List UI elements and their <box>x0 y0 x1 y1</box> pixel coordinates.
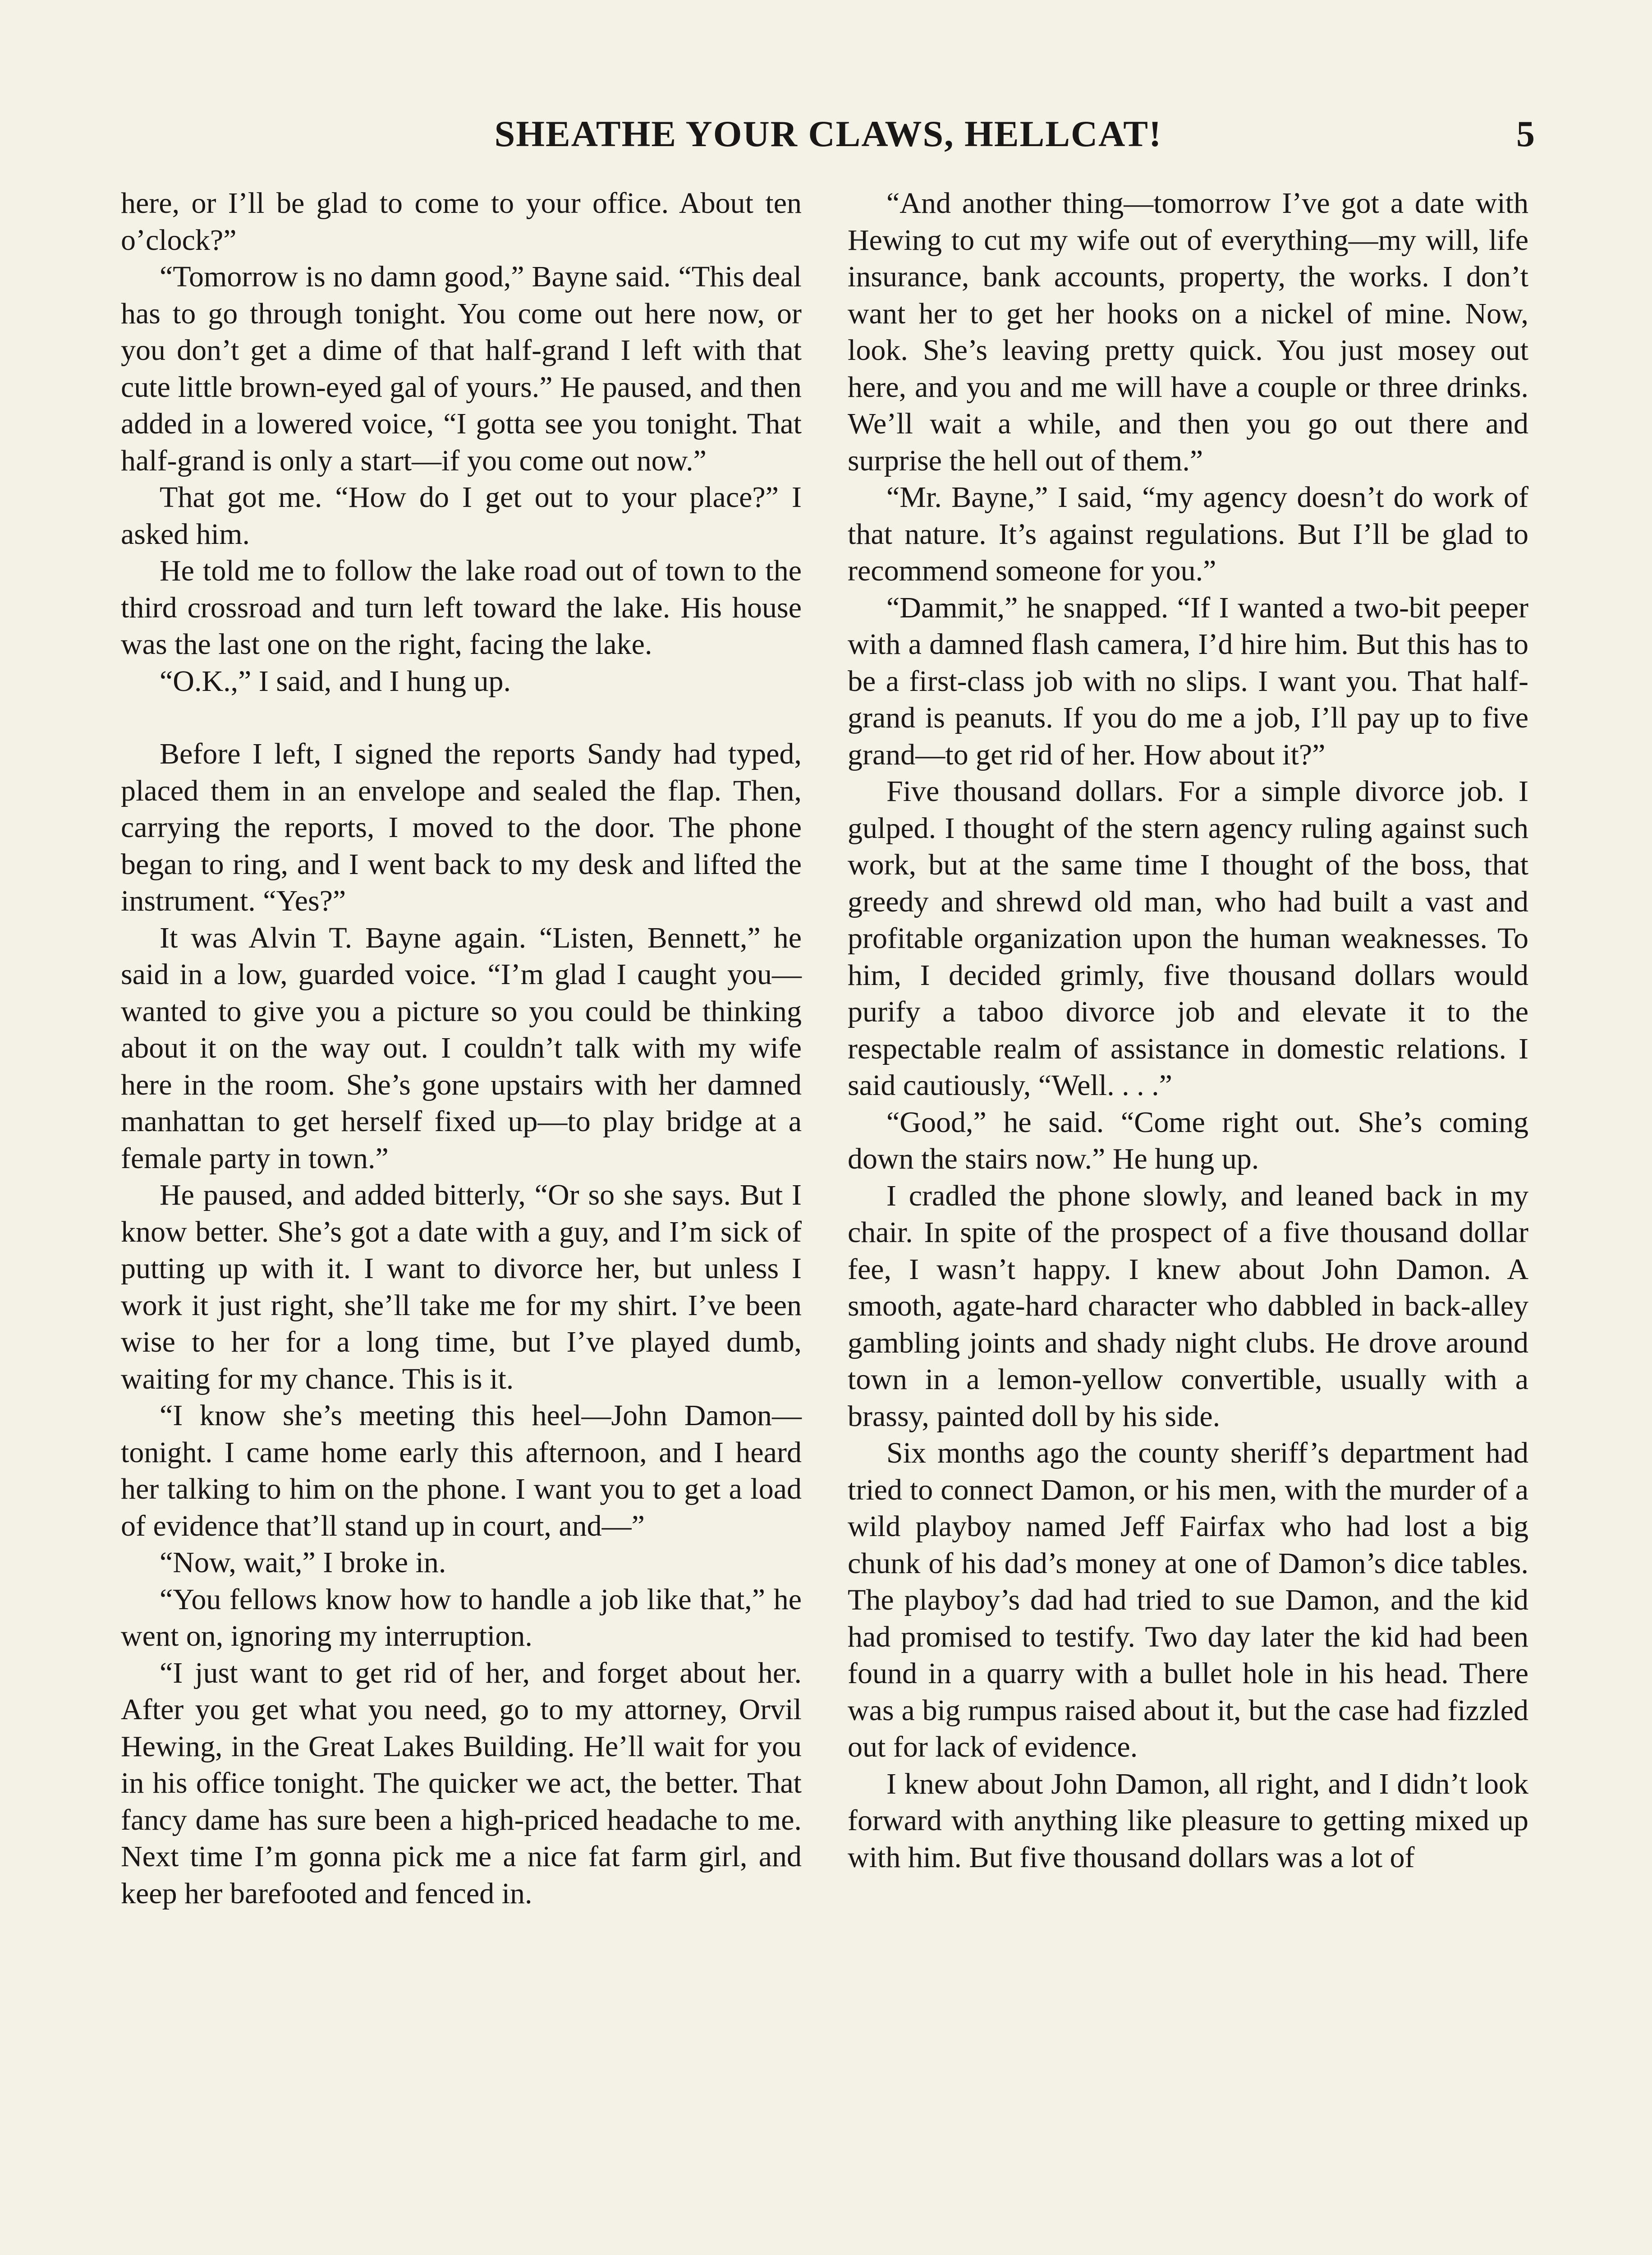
paragraph: “Mr. Bayne,” I said, “my agency doesn’t do work of that nature. It’s against regulations. But I’ll be glad to recommend someone for you.” <box>848 481 1528 587</box>
page-header <box>122 113 1535 171</box>
paragraph: “Now, wait,” I broke in. <box>160 1546 446 1579</box>
paragraph: He paused, and added bitterly, “Or so she says. But I know better. She’s got a date with a guy, and I’m sick of putting up with it. I want to divorce her, but unless I work it just right, she’ll take me for my shirt. I’ve been wise to her for a long time, but I’ve played dumb, waiting for my chance. This is it. <box>121 1178 802 1395</box>
paragraph: Five thousand dollars. For a simple divorce job. I gulped. I thought of the stern agency ruling against such work, but at the same time I thought of the boss, that greedy and shrewd old man, who had built a vast and profitable organization upon the human weaknesses. To him, I decided grimly, five thousand dollars would purify a taboo divorce job and elevate it to the respectable realm of assistance in domestic relations. I said cautiously, “Well. . . .” <box>848 775 1528 1102</box>
page-number: 5 <box>1516 113 1535 154</box>
paragraph: “I know she’s meeting this heel—John Damon—tonight. I came home early this afternoon, and I heard her talking to him on the phone. I want you to get a load of evidence that’ll stand up in court, and—” <box>121 1399 802 1542</box>
paragraph: “I just want to get rid of her, and forget about her. After you get what you need, go to my attorney, Orvil Hewing, in the Great Lakes Building. He’ll wait for you in his office tonight. The quicker we act, the better. That fancy dame has sure been a high-priced headache to me. Next time I’m gonna pick me a nice fat farm girl, and keep her barefooted and fenced in. <box>121 1656 802 1910</box>
paragraph: “O.K.,” I said, and I hung up. <box>160 664 511 698</box>
paragraph: “Good,” he said. “Come right out. She’s coming down the stairs now.” He hung up. <box>848 1105 1528 1175</box>
paragraph: here, or I’ll be glad to come to your office. About ten o’clock?” <box>121 187 802 257</box>
running-title: SHEATHE YOUR CLAWS, HELLCAT! <box>494 113 1162 154</box>
paragraph: That got me. “How do I get out to your place?” I asked him. <box>121 481 802 551</box>
paragraph: “Dammit,” he snapped. “If I wanted a two-bit peeper with a damned flash camera, I’d hire him. But this has to be a first-class job with no slips. I want you. That half-grand is peanuts. If you do me a job, I’ll pay up to five grand—to get rid of her. How about it?” <box>848 591 1528 771</box>
paragraph: I knew about John Damon, all right, and I didn’t look forward with anything like pleasure to getting mixed up with him. But five thousand dollars was a lot of <box>848 1767 1528 1874</box>
paragraph: Six months ago the county sheriff’s department had tried to connect Damon, or his men, with the murder of a wild playboy named Jeff Fairfax who had lost a big chunk of his dad’s money at one of Damon’s dice tables. The playboy’s dad had tried to sue Damon, and the kid had promised to testify. Two day later the kid had been found in a quarry with a bullet hole in his head. There was a big rumpus raised about it, but the case had fizzled out for lack of evidence. <box>848 1436 1528 1763</box>
right-column <box>848 185 1528 1876</box>
paragraph: “And another thing—tomorrow I’ve got a date with Hewing to cut my wife out of everything—my will, life insurance, bank accounts, property, the works. I don’t want her to get her hooks on a nickel of mine. Now, look. She’s leaving pretty quick. You just mosey out here, and you and me will have a couple or three drinks. We’ll wait a while, and then you go out there and surprise the hell out of them.” <box>848 187 1528 477</box>
paragraph: Before I left, I signed the reports Sandy had typed, placed them in an envelope and sealed the flap. Then, carrying the reports, I moved to the door. The phone began to ring, and I went back to my desk and lifted the instrument. “Yes?” <box>121 737 802 917</box>
paragraph: It was Alvin T. Bayne again. “Listen, Bennett,” he said in a low, guarded voice. “I’m glad I caught you—wanted to give you a picture so you could be thinking about it on the way out. I couldn’t talk with my wife here in the room. She’s gone upstairs with her damned manhattan to get herself fixed up—to play bridge at a female party in town.” <box>121 921 802 1175</box>
left-column <box>121 185 802 1912</box>
paragraph: I cradled the phone slowly, and leaned back in my chair. In spite of the prospect of a five thousand dollar fee, I wasn’t happy. I knew about John Damon. A smooth, agate-hard character who dabbled in back-alley gambling joints and shady night clubs. He drove around town in a lemon-yellow convertible, usually with a brassy, painted doll by his side. <box>848 1179 1528 1433</box>
paragraph: “You fellows know how to handle a job like that,” he went on, ignoring my interruption. <box>121 1583 802 1652</box>
paragraph: He told me to follow the lake road out of town to the third crossroad and turn left toward the lake. His house was the last one on the right, facing the lake. <box>121 554 802 661</box>
paragraph: “Tomorrow is no damn good,” Bayne said. “This deal has to go through tonight. You come out here now, or you don’t get a dime of that half-grand I left with that cute little brown-eyed gal of yours.” He paused, and then added in a lowered voice, “I gotta see you tonight. That half-grand is only a start—if you come out now.” <box>121 260 802 477</box>
